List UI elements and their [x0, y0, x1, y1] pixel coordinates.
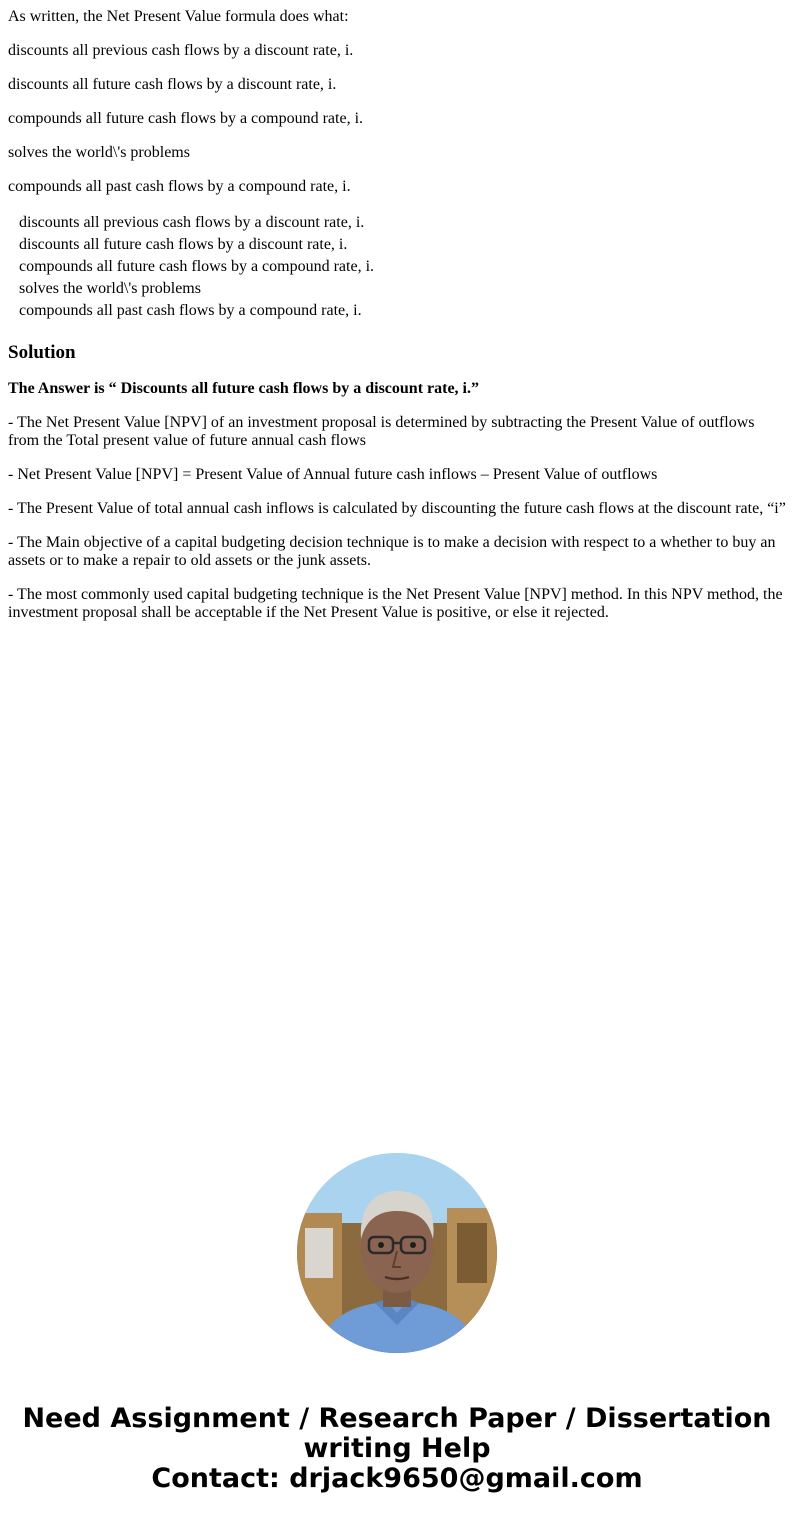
solution-point: - The Net Present Value [NPV] of an investment proposal is determined by subtracting the Present Value of outflows from the Total present value of future annual cash flows	[8, 414, 755, 449]
option-text: compounds all past cash flows by a compound rate, i.	[8, 178, 351, 195]
option-text: discounts all future cash flows by a discount rate, i.	[8, 76, 337, 93]
choice-item: solves the world\'s problems	[19, 280, 201, 297]
question-content	[8, 8, 788, 638]
question-prompt: As written, the Net Present Value formula does what:	[8, 8, 349, 25]
footer-contact-email: Contact: drjack9650@gmail.com	[151, 1463, 643, 1494]
solution-point: - The most commonly used capital budgeting technique is the Net Present Value [NPV] method. In this NPV method, the investment proposal shall be acceptable if the Net Present Value is positive, or else it rejected.	[8, 586, 783, 621]
option-text: discounts all previous cash flows by a discount rate, i.	[8, 42, 354, 59]
choices-list	[8, 212, 788, 322]
author-portrait-image	[297, 1153, 497, 1353]
solution-heading: Solution	[8, 342, 76, 363]
solution-point: - Net Present Value [NPV] = Present Value of Annual future cash inflows – Present Value of outflows	[8, 466, 658, 483]
footer-contact	[0, 1404, 794, 1494]
option-text: solves the world\'s problems	[8, 144, 190, 161]
solution-answer: The Answer is “ Discounts all future cash flows by a discount rate, i.”	[8, 380, 479, 397]
choice-item: discounts all future cash flows by a discount rate, i.	[19, 236, 348, 253]
footer-line: Need Assignment / Research Paper / Dissertation	[22, 1403, 772, 1434]
option-text: compounds all future cash flows by a compound rate, i.	[8, 110, 364, 127]
choice-item: compounds all future cash flows by a compound rate, i.	[19, 258, 375, 275]
solution-point: - The Main objective of a capital budgeting decision technique is to make a decision with respect to a whether to buy an assets or to make a repair to old assets or the junk assets.	[8, 534, 776, 569]
footer-line: writing Help	[303, 1433, 491, 1464]
author-avatar	[297, 1153, 497, 1353]
solution-point: - The Present Value of total annual cash inflows is calculated by discounting the future cash flows at the discount rate, “i”	[8, 500, 786, 517]
choice-item: compounds all past cash flows by a compound rate, i.	[19, 302, 362, 319]
choice-item: discounts all previous cash flows by a discount rate, i.	[19, 214, 365, 231]
